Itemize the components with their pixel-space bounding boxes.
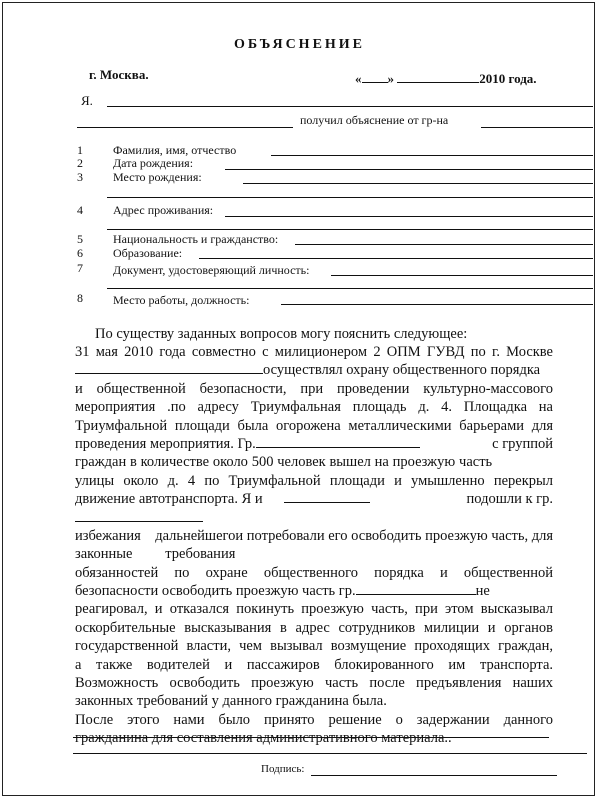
colleague-blank[interactable] [75, 362, 263, 374]
date-close-quote: » [387, 71, 394, 86]
field-label-birthplace: Место рождения: [113, 170, 202, 184]
statement-line: мероприятия .по адресу Триумфальная площадь д. 4. Площадка на [75, 399, 553, 416]
statement-line: После этого нами было принято решение о задержании данного [75, 711, 553, 728]
identity-document-line[interactable] [331, 275, 593, 276]
birthdate-line[interactable] [225, 169, 593, 170]
statement-line: законных требований у данного гражданина была. [75, 693, 387, 710]
birthplace-line-2[interactable] [107, 197, 593, 198]
statement-lead: По существу заданных вопросов могу пояснить следующее: [95, 326, 468, 342]
declarant-label: Я. [81, 93, 93, 108]
field-label-address: Адрес проживания: [113, 203, 214, 217]
field-label-education: Образование: [113, 246, 183, 260]
field-label-identity-document: Документ, удостоверяющий личность: [113, 263, 310, 277]
date-open-quote: « [355, 71, 362, 86]
signature-label: Подпись: [261, 763, 305, 775]
field-number: 3 [77, 170, 83, 184]
field-label-birthdate: Дата рождения: [113, 156, 194, 170]
statement-line: а также водителей и пассажиров блокированного им транспорта. [75, 656, 553, 673]
statement-line: улицы около д. 4 по Триумфальной площади и умышленно перекрыл [75, 472, 553, 489]
fullname-line[interactable] [271, 155, 593, 156]
identity-document-line-2[interactable] [107, 288, 593, 289]
statement-line: безопасности освободить проезжую часть гр. не [75, 583, 490, 600]
citizen-name-blank-2[interactable] [75, 510, 203, 522]
field-label-workplace: Место работы, должность: [113, 293, 250, 307]
closing-line-2[interactable] [73, 753, 587, 754]
field-number: 2 [77, 156, 83, 170]
closing-line-1[interactable] [73, 737, 549, 738]
statement-line: и потребовали его освободить проезжую часть, для [75, 509, 553, 527]
city-label: г. Москва. [89, 67, 149, 82]
statement-body [75, 343, 553, 748]
day-blank[interactable] [362, 71, 388, 83]
field-number: 7 [77, 261, 83, 275]
field-label-fullname: Фамилия, имя, отчество [113, 143, 237, 157]
year-label: 2010 года. [479, 71, 537, 86]
citizen-name-blank[interactable] [256, 436, 420, 448]
document-sheet [2, 2, 595, 796]
citizen-name-blank-3[interactable] [356, 583, 476, 595]
declarant-name-line[interactable] [107, 106, 593, 107]
statement-line: граждан в количестве около 500 человек вышел на проезжую часть [75, 454, 493, 471]
field-label-nationality: Национальность и гражданство: [113, 232, 279, 246]
field-number: 4 [77, 203, 83, 217]
statement-line: оскорбительные высказывания в адрес сотрудников милиции и органов [75, 619, 553, 636]
field-number: 6 [77, 246, 83, 260]
officer-name-blank[interactable] [284, 491, 370, 503]
document-title: ОБЪЯСНЕНИЕ [233, 37, 366, 52]
citizen-line[interactable] [481, 127, 593, 128]
statement-line: избежания дальнейшего [75, 527, 236, 544]
statement-line: реагировал, и отказался покинуть проезжую часть, при этом высказывал [75, 601, 553, 618]
statement-line: движение автотранспорта. Я и подошли к гр. [75, 491, 553, 508]
statement-line: законные требования [75, 546, 236, 563]
date-row [355, 71, 537, 87]
statement-line: 31 мая 2010 года совместно с милиционером 2 ОПМ ГУВД по г. Москве [75, 344, 553, 360]
workplace-line[interactable] [281, 304, 593, 305]
received-from-label: получил объяснение от гр-на [300, 113, 449, 127]
nationality-line[interactable] [295, 244, 593, 245]
signature-line[interactable] [311, 775, 557, 776]
statement-line: гражданина для составления административного материала.. [75, 730, 452, 747]
field-number: 1 [77, 143, 83, 157]
education-line[interactable] [199, 258, 593, 259]
statement-line: государственной власти, чем вызывал возмущение проходящих граждан, [75, 638, 553, 655]
field-number: 5 [77, 232, 83, 246]
month-blank[interactable] [397, 71, 479, 83]
statement-line: Триумфальной площади была огорожена металлическими барьерами для [75, 417, 553, 434]
statement-line: обязанностей по охране общественного порядка и общественной [75, 564, 553, 581]
address-line[interactable] [225, 216, 593, 217]
officer-line[interactable] [77, 127, 293, 128]
statement-line: Возможность освободить проезжую часть после предъявления наших [75, 675, 553, 692]
statement-line: и общественной безопасности, при проведении культурно-массового [75, 380, 553, 397]
statement-line: осуществлял охрану общественного порядка [75, 361, 553, 379]
birthplace-line[interactable] [243, 183, 593, 184]
statement-line: проведения мероприятия. Гр. с группой [75, 435, 553, 452]
address-line-2[interactable] [107, 229, 593, 230]
field-number: 8 [77, 291, 83, 305]
